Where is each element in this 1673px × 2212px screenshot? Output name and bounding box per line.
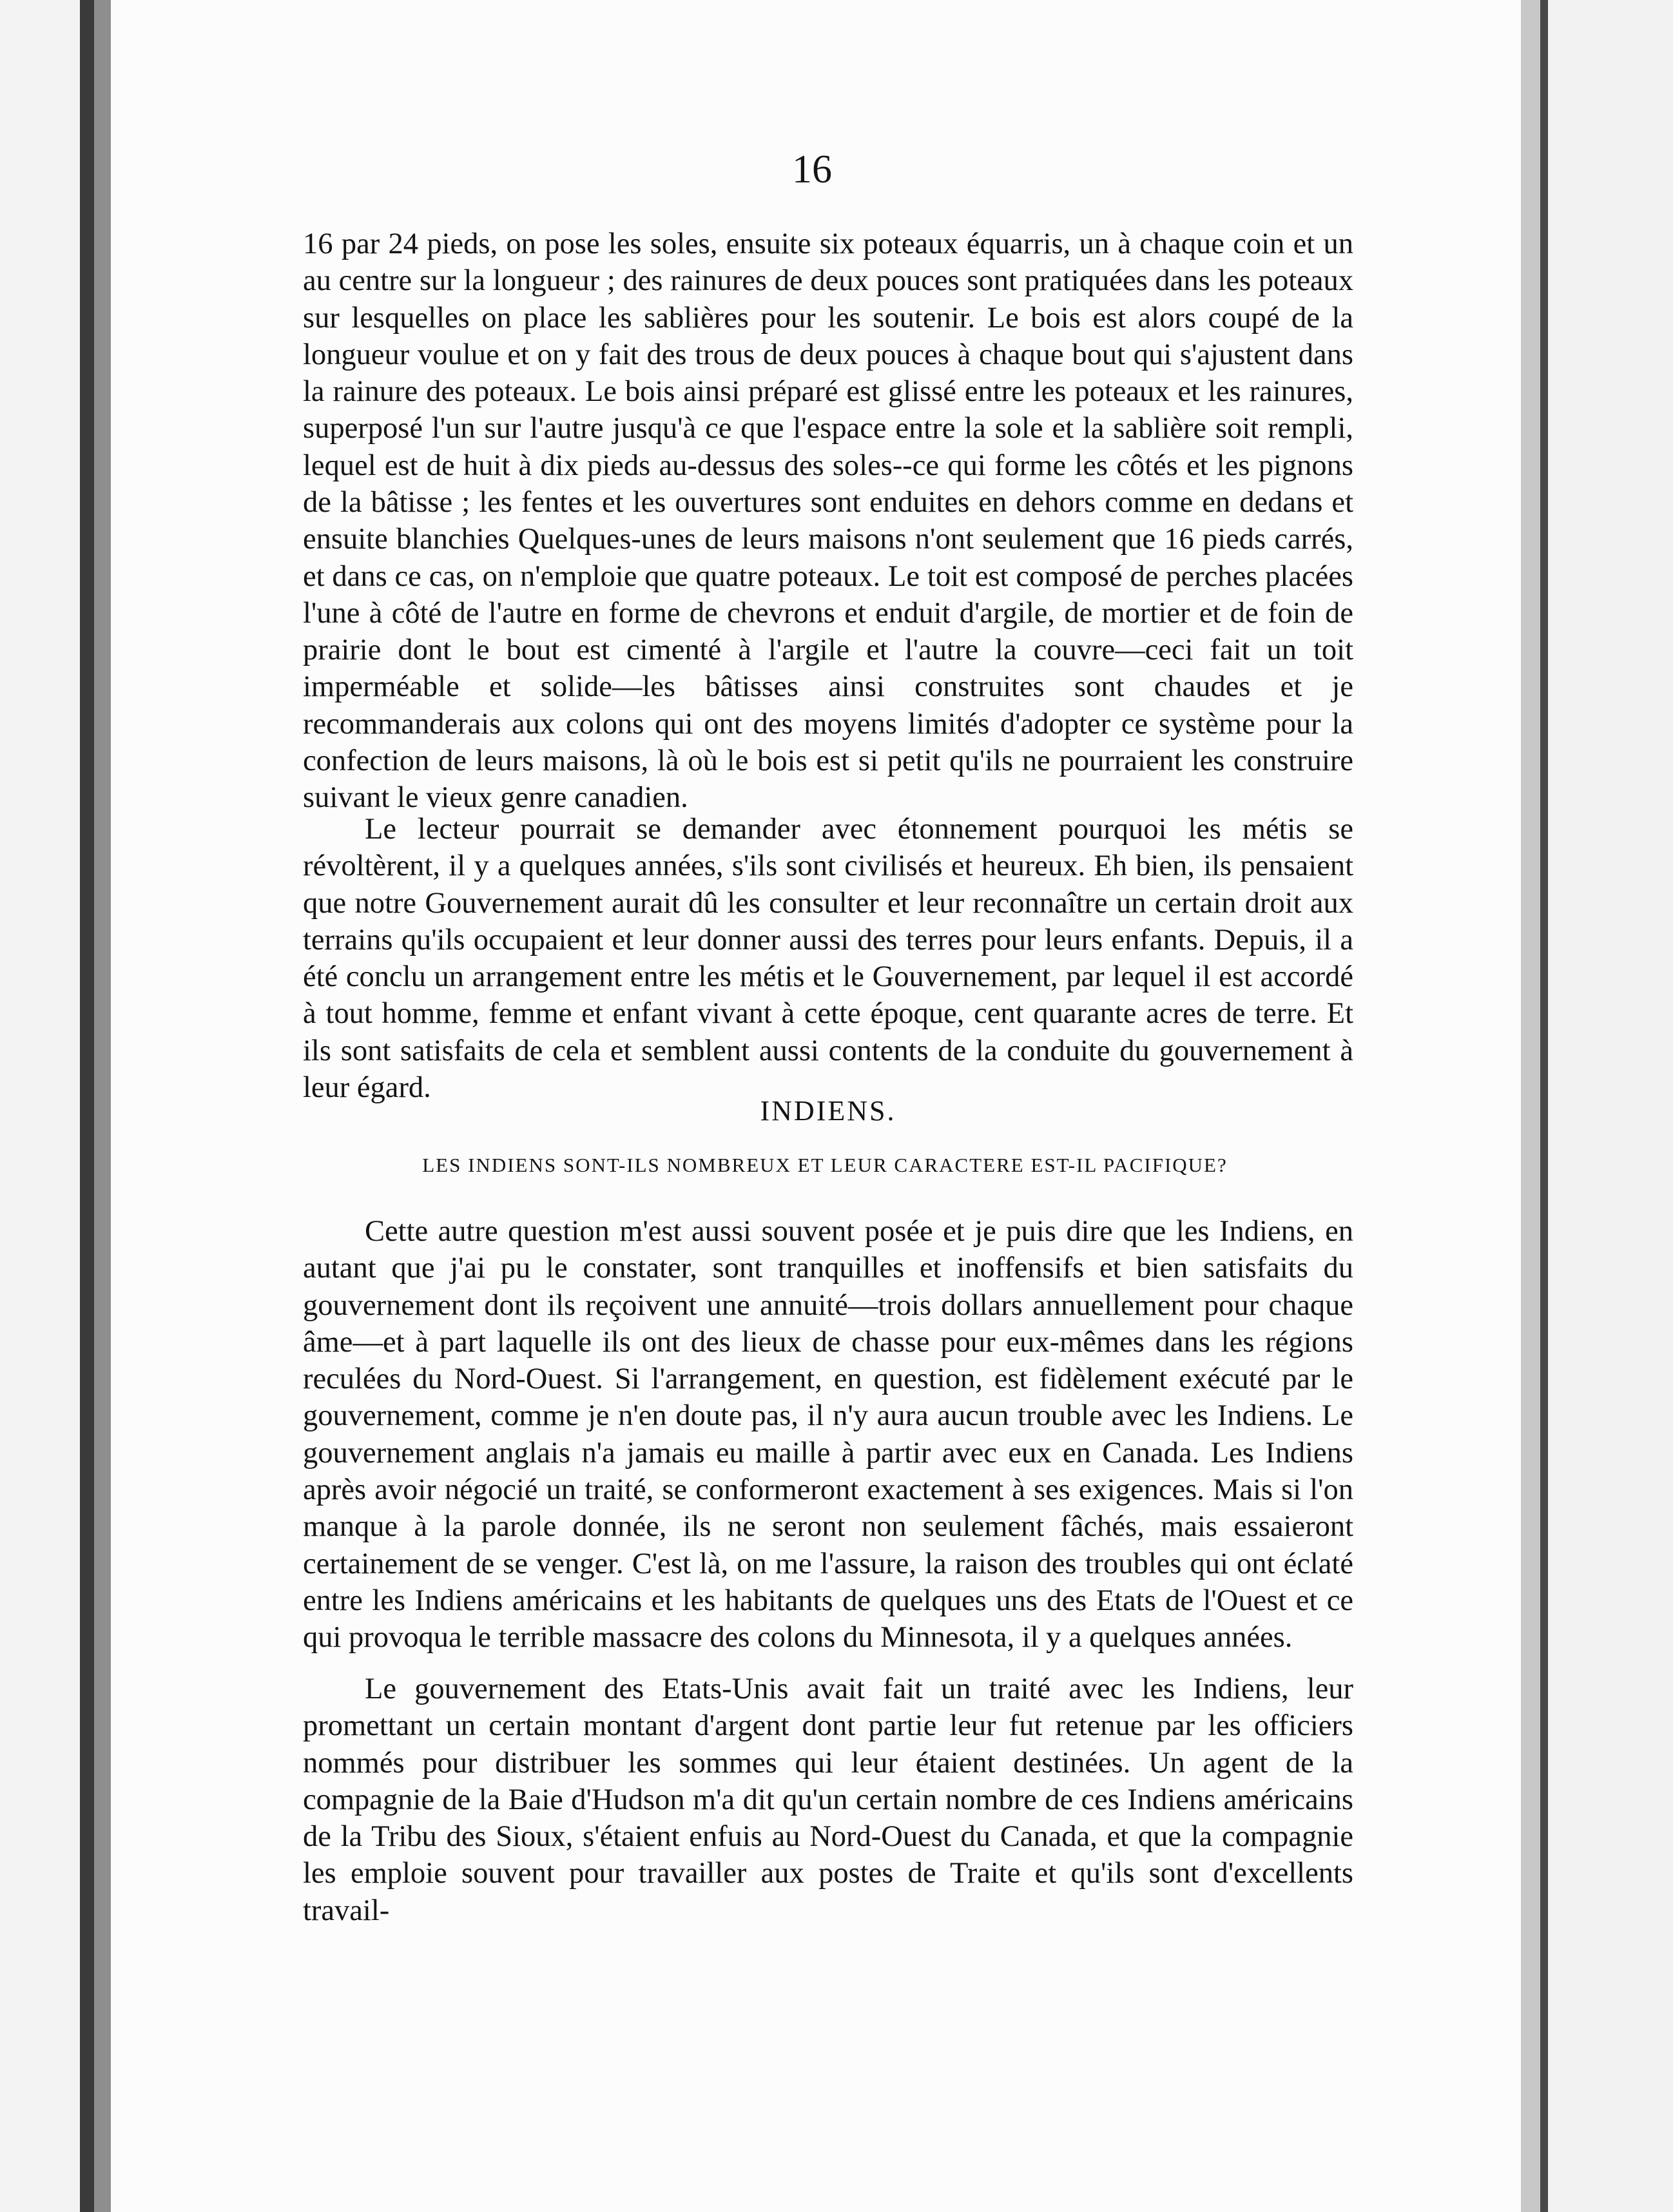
paragraph-text: Cette autre question m'est aussi souvent posée et je puis dire que les Indiens, en autant que j'ai pu le constater, sont tranquilles et inoffensifs et bien satisfaits du gouvernement dont ils reçoivent une annuité—trois dollars annuellement pour chaque âme—et à part laquelle ils ont des lieux de chasse pour eux-mêmes dans les régions reculées du Nord-Ouest. Si l'arrangement, en question, est fidèlement exécuté par le gouvernement, comme je n'en doute pas, il n'y aura aucun trouble avec les Indiens. Le gouvernement anglais n'a jamais eu maille à partir avec eux en Canada. Les Indiens après avoir négocié un traité, se conformeront exactement à ses exigences. Mais si l'on manque à la parole donnée, ils ne seront non seulement fâchés, mais essaieront certainement de se venger. C'est là, on me l'assure, la raison des troubles qui ont éclaté entre les Indiens américains et les habitants de quelques uns des Etats de l'Ouest et ce qui provoqua le terrible massacre des colons du Minnesota, il y a quelques années.: [303, 1215, 1353, 1654]
paragraph-text: Le gouvernement des Etats-Unis avait fait un traité avec les Indiens, leur promettant un certain montant d'argent dont partie leur fut retenue par les officiers nommés pour distribuer les sommes qui leur étaient destinées. Un agent de la compagnie de la Baie d'Hudson m'a dit qu'un certain nombre de ces Indiens américains de la Tribu des Sioux, s'étaient enfuis au Nord-Ouest du Canada, et que la compagnie les emploie souvent pour travailler aux postes de Traite et qu'ils sont d'excellents travail-: [303, 1673, 1353, 1927]
page-number: 16: [792, 148, 832, 191]
page-edge-right: [1521, 0, 1540, 2212]
paragraph-construction: [303, 226, 1353, 817]
paragraph-metis: [303, 811, 1353, 1106]
binding-edge-left: [94, 0, 111, 2212]
binding-shadow-left: [80, 0, 94, 2212]
paragraph-indians: [303, 1213, 1353, 1656]
section-subheading: LES INDIENS SONT-ILS NOMBREUX ET LEUR CARACTERE EST-IL PACIFIQUE?: [422, 1154, 1228, 1176]
paragraph-text: Le lecteur pourrait se demander avec étonnement pourquoi les métis se révoltèrent, il y a quelques années, s'ils sont civilisés et heureux. Eh bien, ils pensaient que notre Gouvernement aurait dû les consulter et leur reconnaître un certain droit aux terrains qu'ils occupaient et leur donner aussi des terres pour leurs enfants. Depuis, il a été conclu un arrangement entre les métis et le Gouvernement, par lequel il est accordé à tout homme, femme et enfant vivant à cette époque, cent quarante acres de terre. Et ils sont satisfaits de cela et semblent aussi contents de la conduite du gouvernement à leur égard.: [303, 813, 1353, 1104]
section-heading: INDIENS.: [760, 1095, 896, 1127]
paragraph-united-states: [303, 1671, 1353, 1929]
scan-margin-right: [1548, 0, 1673, 2212]
paragraph-text: 16 par 24 pieds, on pose les soles, ensuite six poteaux équarris, un à chaque coin et un au centre sur la longueur ; des rainures de deux pouces sont pratiquées dans les poteaux sur lesquelles on place les sablières pour les soutenir. Le bois est alors coupé de la longueur voulue et on y fait des trous de deux pouces à chaque bout qui s'ajustent dans la rainure des poteaux. Le bois ainsi préparé est glissé entre les poteaux et les rainures, superposé l'un sur l'autre jusqu'à ce que l'espace entre la sole et la sablière soit rempli, lequel est de huit à dix pieds au-dessus des soles--ce qui forme les côtés et les pignons de la bâtisse ; les fentes et les ouvertures sont enduites en dehors comme en dedans et ensuite blanchies Quelques-unes de leurs maisons n'ont seulement que 16 pieds carrés, et dans ce cas, on n'emploie que quatre poteaux. Le toit est composé de perches placées l'une à côté de l'autre en forme de chevrons et enduit d'argile, de mortier et de foin de prairie dont le bout est cimenté à l'argile et l'autre la couvre—ceci fait un toit imperméable et solide—les bâtisses ainsi construites sont chaudes et je recommanderais aux colons qui ont des moyens limités d'adopter ce système pour la confection de leurs maisons, là où le bois est si petit qu'ils ne pourraient les construire suivant le vieux genre canadien.: [303, 228, 1353, 815]
page-shadow-right: [1540, 0, 1548, 2212]
